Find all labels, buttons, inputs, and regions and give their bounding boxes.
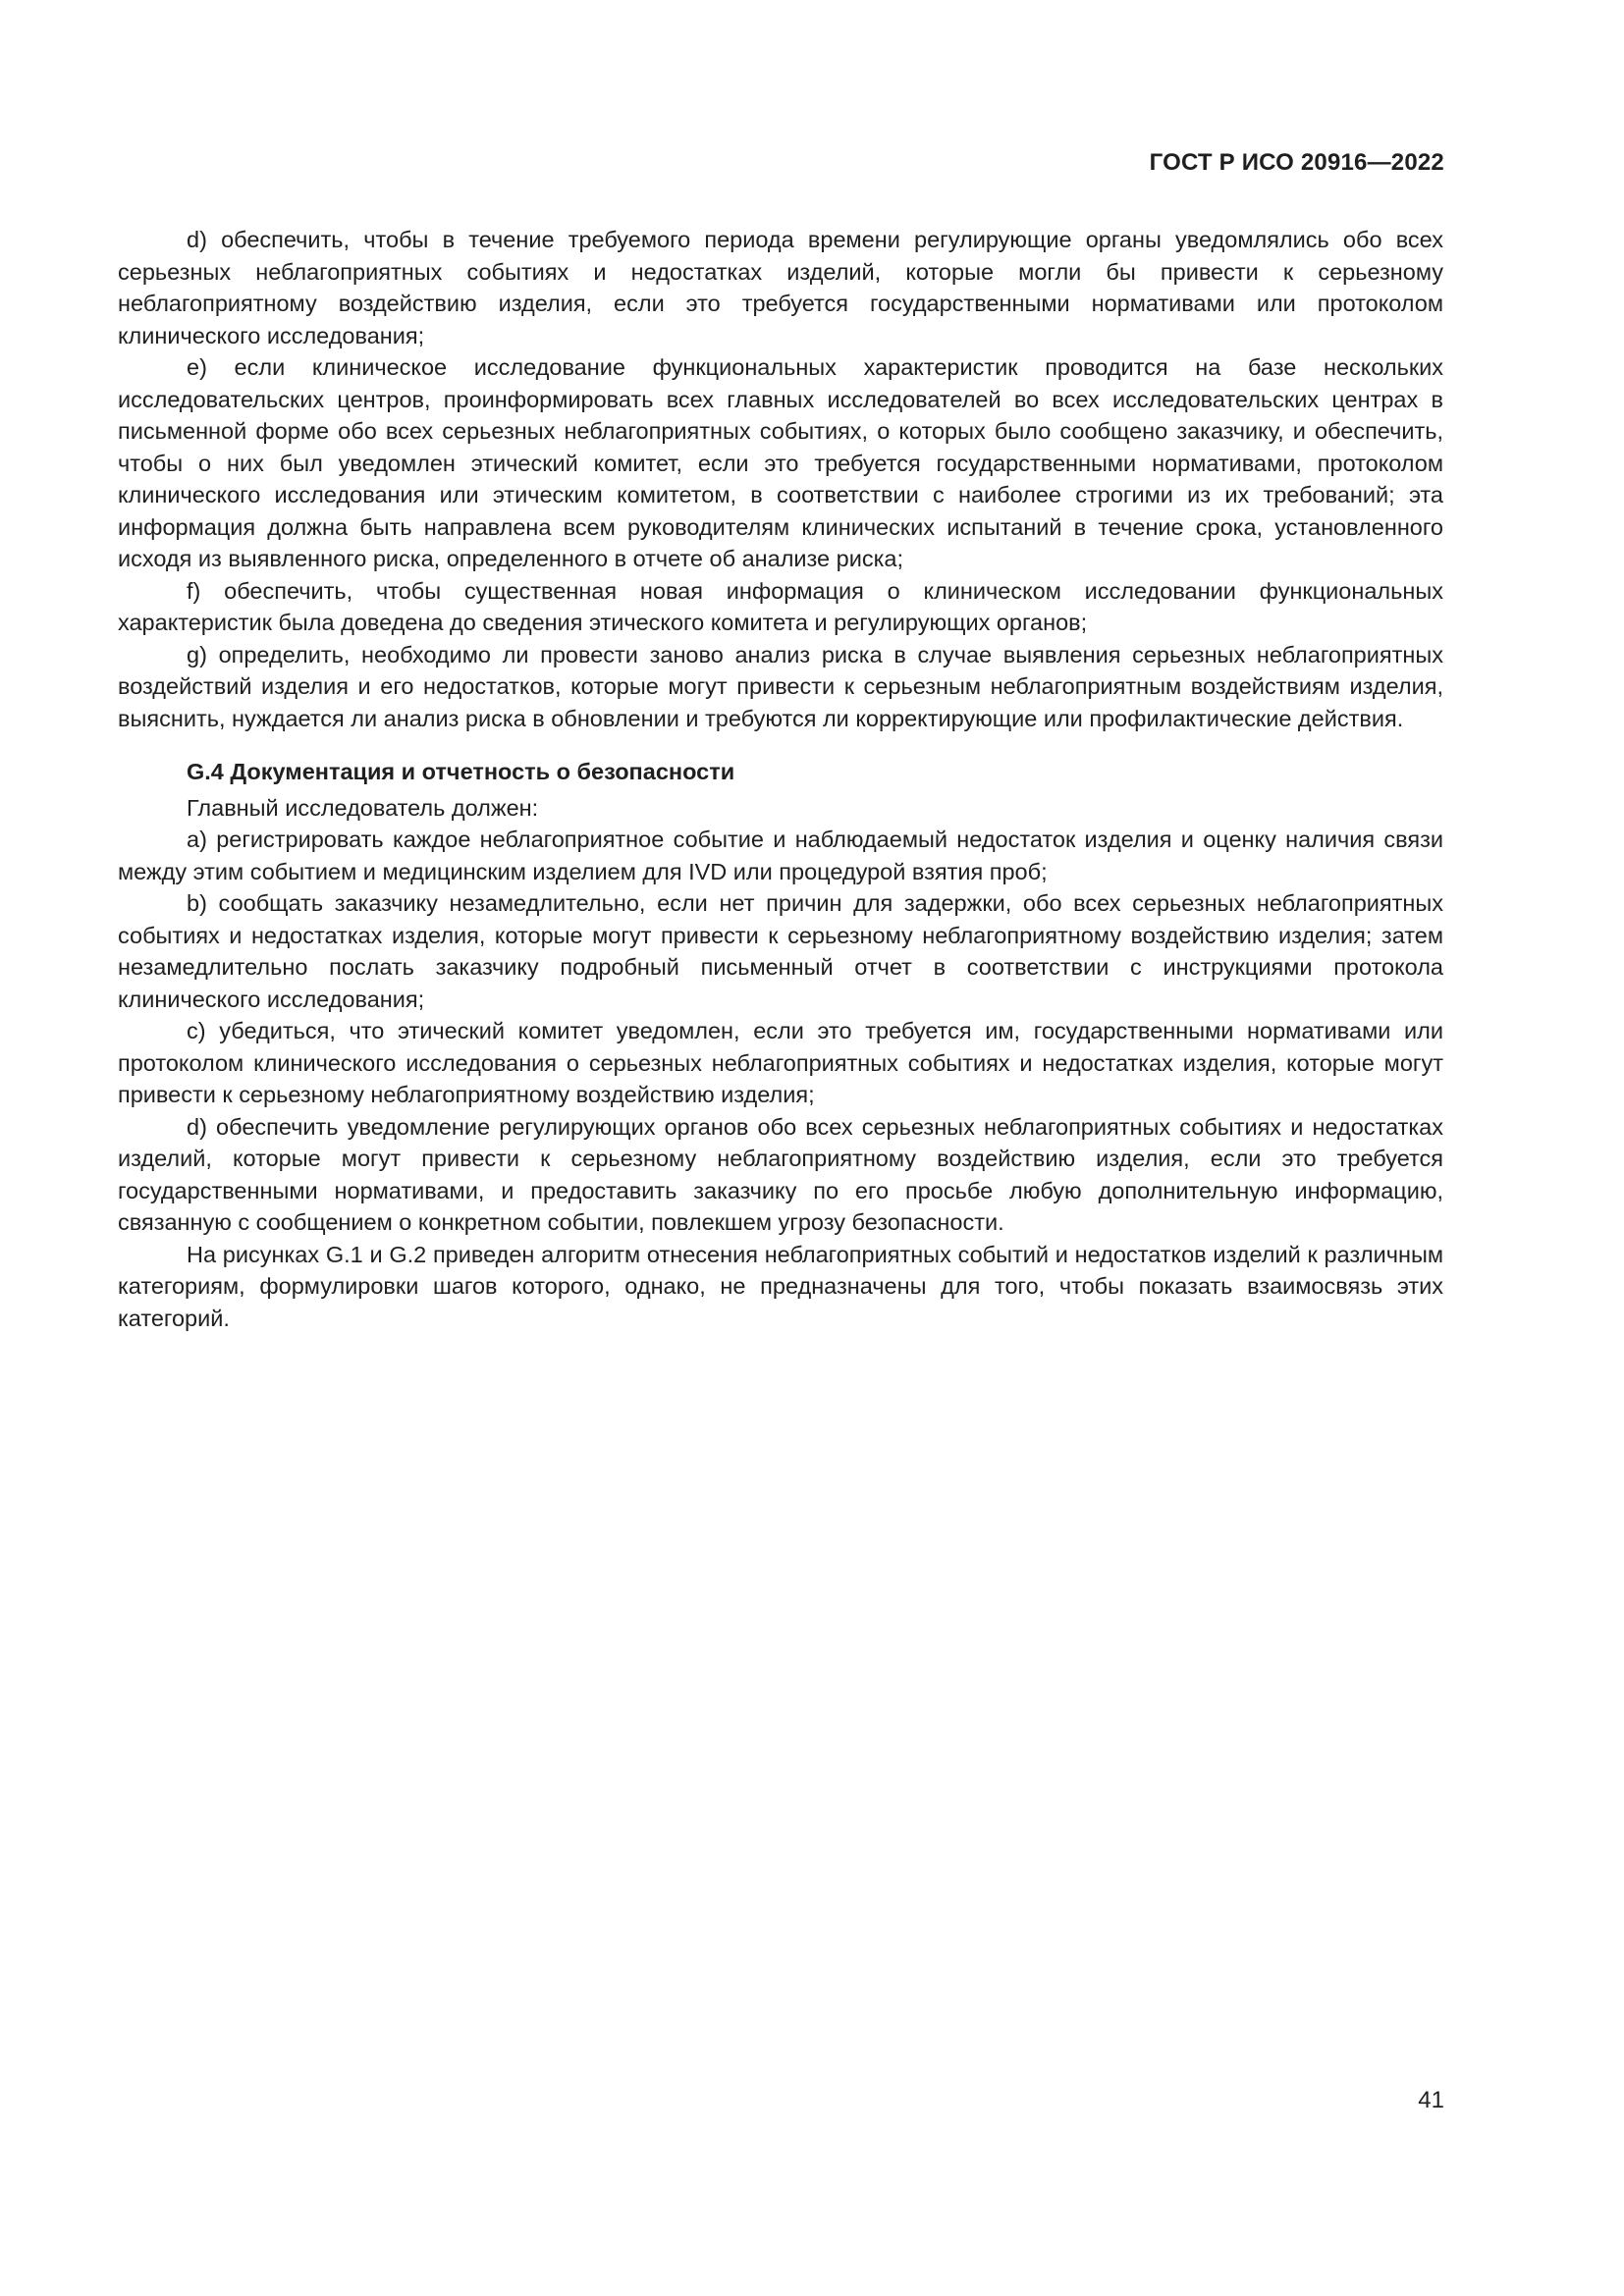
paragraph-intro: Главный исследователь должен: bbox=[187, 794, 539, 821]
document-body bbox=[118, 224, 1443, 1334]
page-number: 41 bbox=[1418, 2087, 1444, 2113]
paragraph-c: c) убедиться, что этический комитет уведомлен, если это требуется им, государственными нормативами или протоколом клинического исследования о серьезных неблагоприятных событиях и недостатках изделия, которые могут привести к серьезному неблагоприятному воздействию изделия; bbox=[118, 1018, 1443, 1107]
paragraph-g: g) определить, необходимо ли провести заново анализ риска в случае выявления серьезных неблагоприятных воздействий изделия и его недостатков, которые могут привести к серьезным неблагоприятным воздействиям изделия, выяснить, нуждается ли анализ риска в обновлении и требуются ли корректирующие или профилактические действия. bbox=[118, 641, 1443, 731]
paragraph-e: e) если клиническое исследование функциональных характеристик проводится на базе нескольких исследовательских центров, проинформировать всех главных исследователей во всех исследовательских центрах в письменной форме обо всех серьезных неблагоприятных событиях, о которых было сообщено заказчику, и обеспечить, чтобы о них был уведомлен этический комитет, если это требуется государственными нормативами, протоколом клинического исследования или этическим комитетом, в соответствии с наиболее строгими из их требований; эта информация должна быть направлена всем руководителям клинических испытаний в течение срока, установленного исходя из выявленного риска, определенного в отчете об анализе риска; bbox=[118, 354, 1443, 571]
paragraph-d-bottom: d) обеспечить уведомление регулирующих органов обо всех серьезных неблагоприятных событиях и недостатках изделий, которые могут привести к серьезному неблагоприятному воздействию изделия, если это требуется государственными нормативами, и предоставить заказчику по его просьбе любую дополнительную информацию, связанную с сообщением о конкретном событии, повлекшем угрозу безопасности. bbox=[118, 1113, 1443, 1235]
paragraph-d-top: d) обеспечить, чтобы в течение требуемого периода времени регулирующие органы уведомлялись обо всех серьезных неблагоприятных событиях и недостатках изделий, которые могли бы привести к серьезному неблагоприятному воздействию изделия, если это требуется государственными нормативами или протоколом клинического исследования; bbox=[118, 227, 1443, 348]
paragraph-b: b) сообщать заказчику незамедлительно, если нет причин для задержки, обо всех серьезных неблагоприятных событиях и недостатках изделия, которые могут привести к серьезному неблагоприятному воздействию изделия; затем незамедлительно послать заказчику подробный письменный отчет в соответствии с инструкциями протокола клинического исследования; bbox=[118, 890, 1443, 1012]
paragraph-f: f) обеспечить, чтобы существенная новая информация о клиническом исследовании функциональных характеристик была доведена до сведения этического комитета и регулирующих органов; bbox=[118, 577, 1443, 635]
paragraph-a: a) регистрировать каждое неблагоприятное событие и наблюдаемый недостаток изделия и оценку наличия связи между этим событием и медицинским изделием для IVD или процедурой взятия проб; bbox=[118, 827, 1443, 884]
section-title-g4: G.4 Документация и отчетность о безопасности bbox=[187, 759, 735, 784]
paragraph-figures: На рисунках G.1 и G.2 приведен алгоритм отнесения неблагоприятных событий и недостатков изделий к различным категориям, формулировки шагов которого, однако, не предназначены для того, чтобы показать взаимосвязь этих категорий. bbox=[118, 1241, 1443, 1331]
document-header-id: ГОСТ Р ИСО 20916—2022 bbox=[1149, 149, 1444, 176]
